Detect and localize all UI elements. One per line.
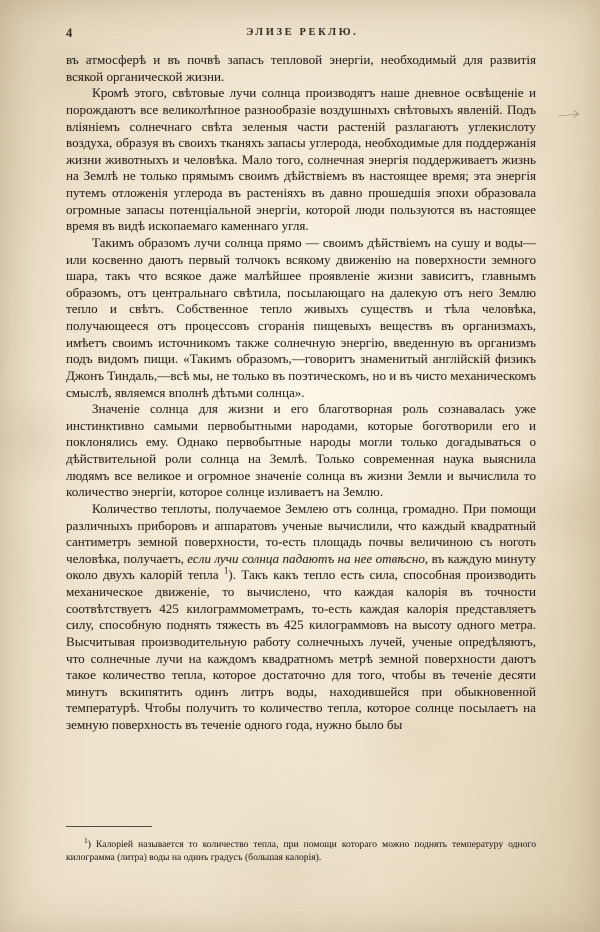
footnote-separator-rule bbox=[66, 826, 152, 827]
paragraph: Такимъ образомъ лучи солнца прямо — своимъ дѣйствіемъ на сушу и воды—или косвенно даютъ первый толчокъ всякому движенію на поверхности земного шара, такъ что всякое даже малѣйшее проявленіе жизни зависитъ, главнымъ образомъ, отъ центральнаго свѣтила, посылающаго на далекую отъ него Землю тепло и свѣтъ. Собственное тепло живыхъ существъ и тѣла человѣка, получающееся отъ процессовъ сгоранія пищевыхъ веществъ въ организмахъ, имѣетъ своимъ источникомъ также солнечную энергію, введенную въ организмъ подъ видомъ пищи. «Такимъ образомъ,—говоритъ знаменитый англійскій физикъ Джонъ Тиндаль,—всѣ мы, не только въ поэтическомъ, но и въ чисто механическомъ смыслѣ, являемся вполнѣ дѣтьми солнца». bbox=[66, 234, 536, 400]
footnote-block bbox=[66, 835, 536, 864]
body-text-column bbox=[66, 52, 536, 734]
paragraph: Кромѣ этого, свѣтовые лучи солнца производятъ наше дневное освѣщеніе и порождаютъ все великолѣпное разнообразіе воздушныхъ свѣтовыхъ явленій. Подъ вліяніемъ солнечнаго свѣта зеленыя части растеній разлагаютъ углекислоту воздуха, образуя въ своихъ тканяхъ запасы углерода, необходимые для поддержанія жизни животныхъ и человѣка. Мало того, солнечная энергія поддерживаетъ жизнь на Землѣ не только прямымъ своимъ дѣйствіемъ въ настоящее время; эта энергія путемъ отложенія углерода въ растеніяхъ въ давно прошедшія эпохи образовала огромные запасы потенціальной энергіи, которой люди пользуются въ настоящее время въ видѣ ископаемаго каменнаго угля. bbox=[66, 85, 536, 234]
paragraph: въ атмосферѣ и въ почвѣ запасъ тепловой энергіи, необходимый для развитія всякой органической жизни. bbox=[66, 52, 536, 84]
footnote-paragraph bbox=[66, 835, 536, 864]
emphasized-phrase: если лучи солнца падаютъ на нее отвѣсно bbox=[187, 550, 425, 566]
paragraph bbox=[66, 501, 536, 734]
running-head bbox=[66, 26, 536, 44]
footnote-marker: 1 bbox=[84, 835, 88, 845]
page-number: 4 bbox=[66, 26, 73, 40]
margin-pencil-mark bbox=[558, 108, 588, 122]
running-head-title: ЭЛИЗЕ РЕКЛЮ. bbox=[246, 27, 359, 38]
text-run: Количество теплоты, получаемое Землею отъ солнца, громадно. При помощи различныхъ приборовъ и аппаратовъ ученые вычислили, что каждый квадратный сантиметръ земной поверхности, то-есть площадь почвы величиною съ ноготь человѣка, получаетъ, bbox=[66, 500, 536, 566]
footnote-reference-marker: 1 bbox=[223, 566, 229, 577]
text-run: , въ каждую минуту около двухъ калорій тепла bbox=[66, 550, 536, 583]
footnote-text: ) Калоріей называется то количество тепла, при помощи котораго можно поднять температуру одного килограмма (литра) воды на одинъ градусъ (большая калорія). bbox=[66, 839, 536, 864]
text-run: ). Такъ какъ тепло есть сила, способная производить механическое движеніе, то вычислено, что каждая калорія въ точности соотвѣтствуетъ 425 килограммометрамъ, то-есть каждая калорія представляетъ силу, способную поднять тяжесть въ 425 килограммовъ на высоту одного метра. Высчитывая производительную работу солнечныхъ лучей, ученые опредѣляютъ, что солнечные лучи на каждомъ квадратномъ метрѣ земной поверхности даютъ такое количество тепла, которое достаточно для того, чтобы въ теченіе десяти минутъ вскипятить одинъ литръ воды, находившейся при обыкновенной температурѣ. Чтобы получить то количество тепла, которое солнце посылаетъ на земную поверхность въ теченіе одного года, нужно было бы bbox=[66, 567, 536, 732]
paragraph: Значеніе солнца для жизни и его благотворная роль сознавалась уже инстинктивно самыми первобытными народами, которые боготворили его и поклонялись ему. Однако первобытные народы могли только догадываться о дѣйствительной роли солнца на Землѣ. Только современная наука выяснила людямъ все великое и огромное значеніе солнца въ жизни Земли и вычислила то количество энергіи, которое солнце изливаетъ на Землю. bbox=[66, 401, 536, 500]
